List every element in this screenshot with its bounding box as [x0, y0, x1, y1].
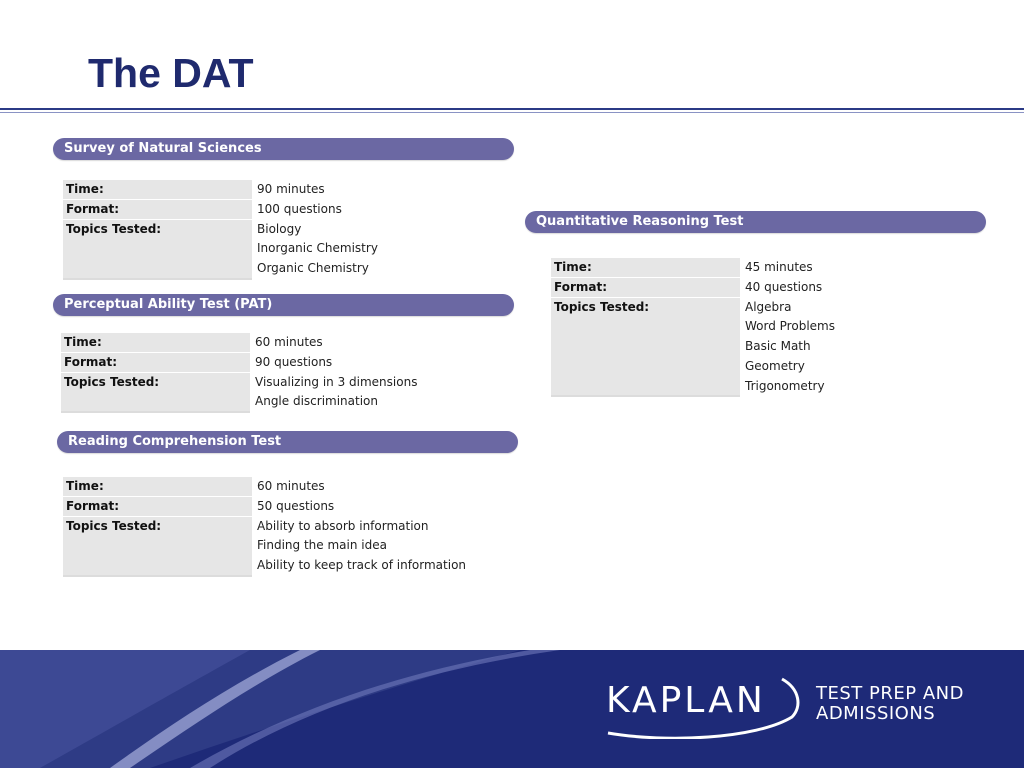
topic-item: Organic Chemistry — [257, 261, 369, 276]
topic-item: Angle discrimination — [255, 394, 378, 409]
topic-item: Ability to absorb information — [257, 518, 429, 533]
topic-item: Trigonometry — [745, 378, 825, 393]
info-table-pat — [61, 333, 417, 413]
time-value: 60 minutes — [255, 335, 323, 349]
topic-item: Word Problems — [745, 319, 835, 334]
time-value: 45 minutes — [745, 260, 813, 274]
topic-item: Biology — [257, 221, 302, 236]
page-title: The DAT — [88, 50, 254, 96]
topic-item: Algebra — [745, 299, 792, 314]
topics-label: Topics Tested: — [551, 298, 740, 397]
section-heading-sns: Survey of Natural Sciences — [53, 138, 514, 160]
format-label: Format: — [551, 278, 740, 298]
topics-list — [250, 373, 417, 412]
topics-label: Topics Tested: — [61, 373, 250, 412]
info-table-rct — [63, 477, 466, 577]
topics-label: Topics Tested: — [63, 220, 252, 279]
section-heading-qrt: Quantitative Reasoning Test — [525, 211, 986, 233]
topics-label: Topics Tested: — [63, 517, 252, 576]
format-label: Format: — [61, 353, 250, 373]
kaplan-logo-text: KAPLAN — [606, 680, 766, 721]
section-heading-pat: Perceptual Ability Test (PAT) — [53, 294, 514, 316]
format-value: 90 questions — [255, 354, 333, 369]
tagline-line-1: TEST PREP AND — [816, 683, 964, 704]
info-table-qrt — [551, 258, 835, 397]
format-label: Format: — [63, 200, 252, 220]
tagline — [816, 684, 964, 724]
title-divider — [0, 108, 1024, 110]
topic-item: Basic Math — [745, 339, 811, 354]
time-label: Time: — [63, 180, 252, 200]
info-table-sns — [63, 180, 378, 280]
topic-item: Ability to keep track of information — [257, 558, 467, 573]
tagline-line-2: ADMISSIONS — [816, 703, 936, 724]
format-value: 100 questions — [257, 201, 342, 216]
topics-list — [252, 220, 378, 279]
time-label: Time: — [61, 333, 250, 353]
time-value: 90 minutes — [257, 182, 325, 196]
topic-item: Geometry — [745, 358, 805, 373]
section-heading-rct: Reading Comprehension Test — [57, 431, 518, 453]
topic-item: Finding the main idea — [257, 538, 387, 553]
topics-list — [252, 517, 466, 576]
format-label: Format: — [63, 497, 252, 517]
format-value: 50 questions — [257, 498, 335, 513]
topic-item: Inorganic Chemistry — [257, 241, 378, 256]
time-label: Time: — [63, 477, 252, 497]
topics-list — [740, 298, 835, 397]
time-label: Time: — [551, 258, 740, 278]
topic-item: Visualizing in 3 dimensions — [255, 374, 418, 389]
title-divider-thin — [0, 112, 1024, 113]
time-value: 60 minutes — [257, 479, 325, 493]
format-value: 40 questions — [745, 279, 823, 294]
